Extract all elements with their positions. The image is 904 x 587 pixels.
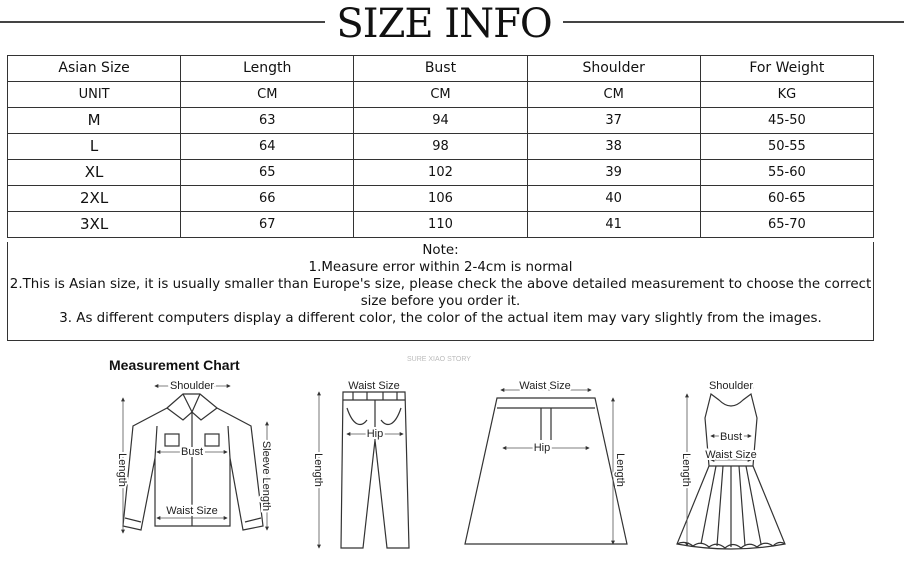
table-cell: 102	[354, 160, 527, 186]
header-cell: For Weight	[700, 56, 873, 82]
table-cell: 40	[527, 186, 700, 212]
dress-shoulder-label: Shoulder	[708, 380, 754, 392]
table-cell: 37	[527, 108, 700, 134]
pants-hip-label: Hip	[366, 428, 384, 440]
shirt-length-label: Length	[116, 453, 128, 487]
table-cell: 55-60	[700, 160, 873, 186]
table-cell: 64	[181, 134, 354, 160]
header-cell: Length	[181, 56, 354, 82]
table-header-row	[8, 56, 874, 82]
title-row	[0, 0, 904, 52]
table-row	[8, 134, 874, 160]
header-cell: Shoulder	[527, 56, 700, 82]
table-row	[8, 186, 874, 212]
unit-cell: CM	[181, 82, 354, 108]
dress-illustration	[677, 388, 785, 549]
table-cell: 41	[527, 212, 700, 238]
table-unit-row	[8, 82, 874, 108]
table-row	[8, 212, 874, 238]
pants-illustration	[319, 392, 409, 548]
size-table	[7, 55, 874, 238]
table-cell: 65	[181, 160, 354, 186]
note-heading: Note:	[422, 243, 459, 258]
dress-waist-label: Waist Size	[705, 449, 757, 461]
size-cell: 3XL	[8, 212, 181, 238]
shirt-sleeve-label: Sleeve Length	[260, 440, 272, 512]
chart-title: Measurement Chart	[109, 357, 240, 373]
unit-cell: CM	[354, 82, 527, 108]
shirt-waist-label: Waist Size	[166, 505, 218, 517]
table-cell: 98	[354, 134, 527, 160]
size-cell: XL	[8, 160, 181, 186]
note-line-3: 3. As different computers display a different color, the color of the actual item may vary slightly from the images.	[59, 311, 822, 326]
unit-cell: UNIT	[8, 82, 181, 108]
table-cell: 67	[181, 212, 354, 238]
note-line-2: 2.This is Asian size, it is usually smaller than Europe's size, please check the above detailed measurement to choose the correct size before you order it.	[9, 277, 872, 309]
table-cell: 38	[527, 134, 700, 160]
header-cell: Bust	[354, 56, 527, 82]
table-cell: 39	[527, 160, 700, 186]
measurement-chart-svg	[105, 348, 805, 584]
table-cell: 106	[354, 186, 527, 212]
size-cell: L	[8, 134, 181, 160]
table-cell: 94	[354, 108, 527, 134]
table-cell: 63	[181, 108, 354, 134]
note-line-1: 1.Measure error within 2-4cm is normal	[308, 260, 573, 275]
skirt-length-label: Length	[614, 453, 626, 487]
table-cell: 45-50	[700, 108, 873, 134]
skirt-waist-label: Waist Size	[519, 380, 571, 392]
table-cell: 60-65	[700, 186, 873, 212]
title-rule-right	[563, 21, 904, 23]
dress-bust-label: Bust	[719, 431, 743, 443]
unit-cell: KG	[700, 82, 873, 108]
notes-box	[7, 242, 874, 341]
dress-length-label: Length	[680, 453, 692, 487]
table-row	[8, 160, 874, 186]
table-cell: 110	[354, 212, 527, 238]
measurement-chart	[105, 348, 805, 584]
pants-waist-label: Waist Size	[348, 380, 400, 392]
watermark-text: SURE XIAO STORY	[407, 356, 471, 363]
unit-cell: CM	[527, 82, 700, 108]
table-row	[8, 108, 874, 134]
skirt-hip-label: Hip	[533, 442, 551, 454]
table-cell: 66	[181, 186, 354, 212]
table-cell: 50-55	[700, 134, 873, 160]
shirt-shoulder-label: Shoulder	[169, 380, 215, 392]
size-cell: M	[8, 108, 181, 134]
skirt-illustration	[465, 390, 627, 544]
page-title: SIZE INFO	[336, 1, 552, 47]
table-cell: 65-70	[700, 212, 873, 238]
pants-length-label: Length	[312, 453, 324, 487]
title-rule-left	[0, 21, 325, 23]
size-cell: 2XL	[8, 186, 181, 212]
header-cell: Asian Size	[8, 56, 181, 82]
shirt-bust-label: Bust	[180, 446, 204, 458]
